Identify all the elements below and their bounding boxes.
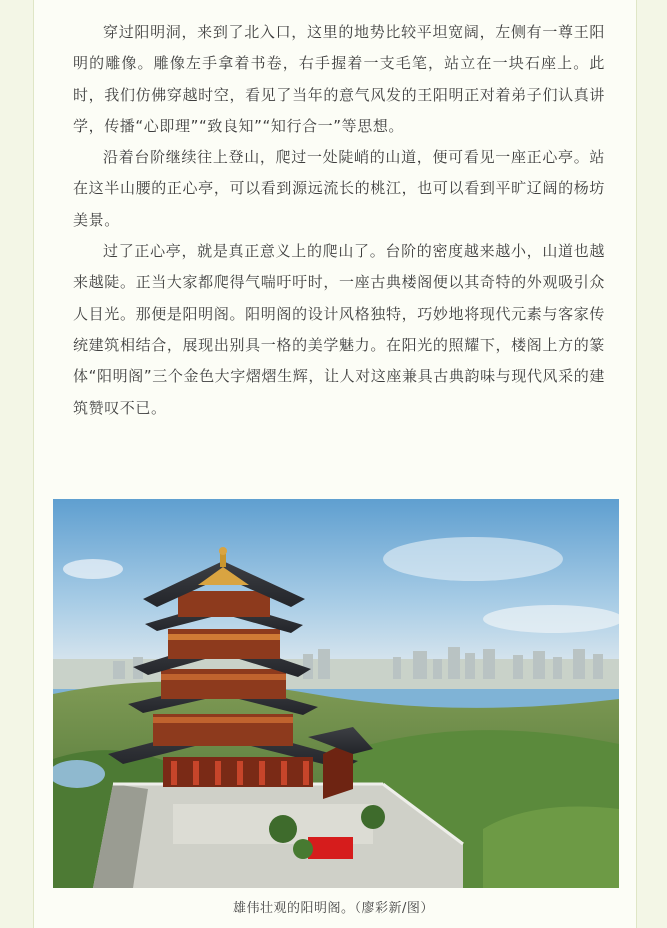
pavilion-photo [53,499,619,888]
paragraph-2: 沿着台阶继续往上登山，爬过一处陡峭的山道，便可看见一座正心亭。站在这半山腰的正心亭，可以看到源远流长的桃江，也可以看到平旷辽阔的杨坊美景。 [73,148,605,229]
article-body [73,17,605,424]
paragraph-1: 穿过阳明洞，来到了北入口，这里的地势比较平坦宽阔，左侧有一尊王阳明的雕像。雕像左手拿着书卷，右手握着一支毛笔，站立在一块石座上。此时，我们仿佛穿越时空，看见了当年的意气风发的王阳明正对着弟子们认真讲学，传播“心即理”“致良知”“知行合一”等思想。 [73,23,605,135]
paragraph-3: 过了正心亭，就是真正意义上的爬山了。台阶的密度越来越小，山道也越来越陡。正当大家都爬得气喘吁吁时，一座古典楼阁便以其奇特的外观吸引众人目光。那便是阳明阁。阳明阁的设计风格独特，巧妙地将现代元素与客家传统建筑相结合，展现出别具一格的美学魅力。在阳光的照耀下，楼阁上方的篆体“阳明阁”三个金色大字熠熠生辉，让人对这座兼具古典韵味与现代风采的建筑赞叹不已。 [73,242,605,417]
photo-caption: 雄伟壮观的阳明阁。（廖彩新/图） [233,901,434,916]
